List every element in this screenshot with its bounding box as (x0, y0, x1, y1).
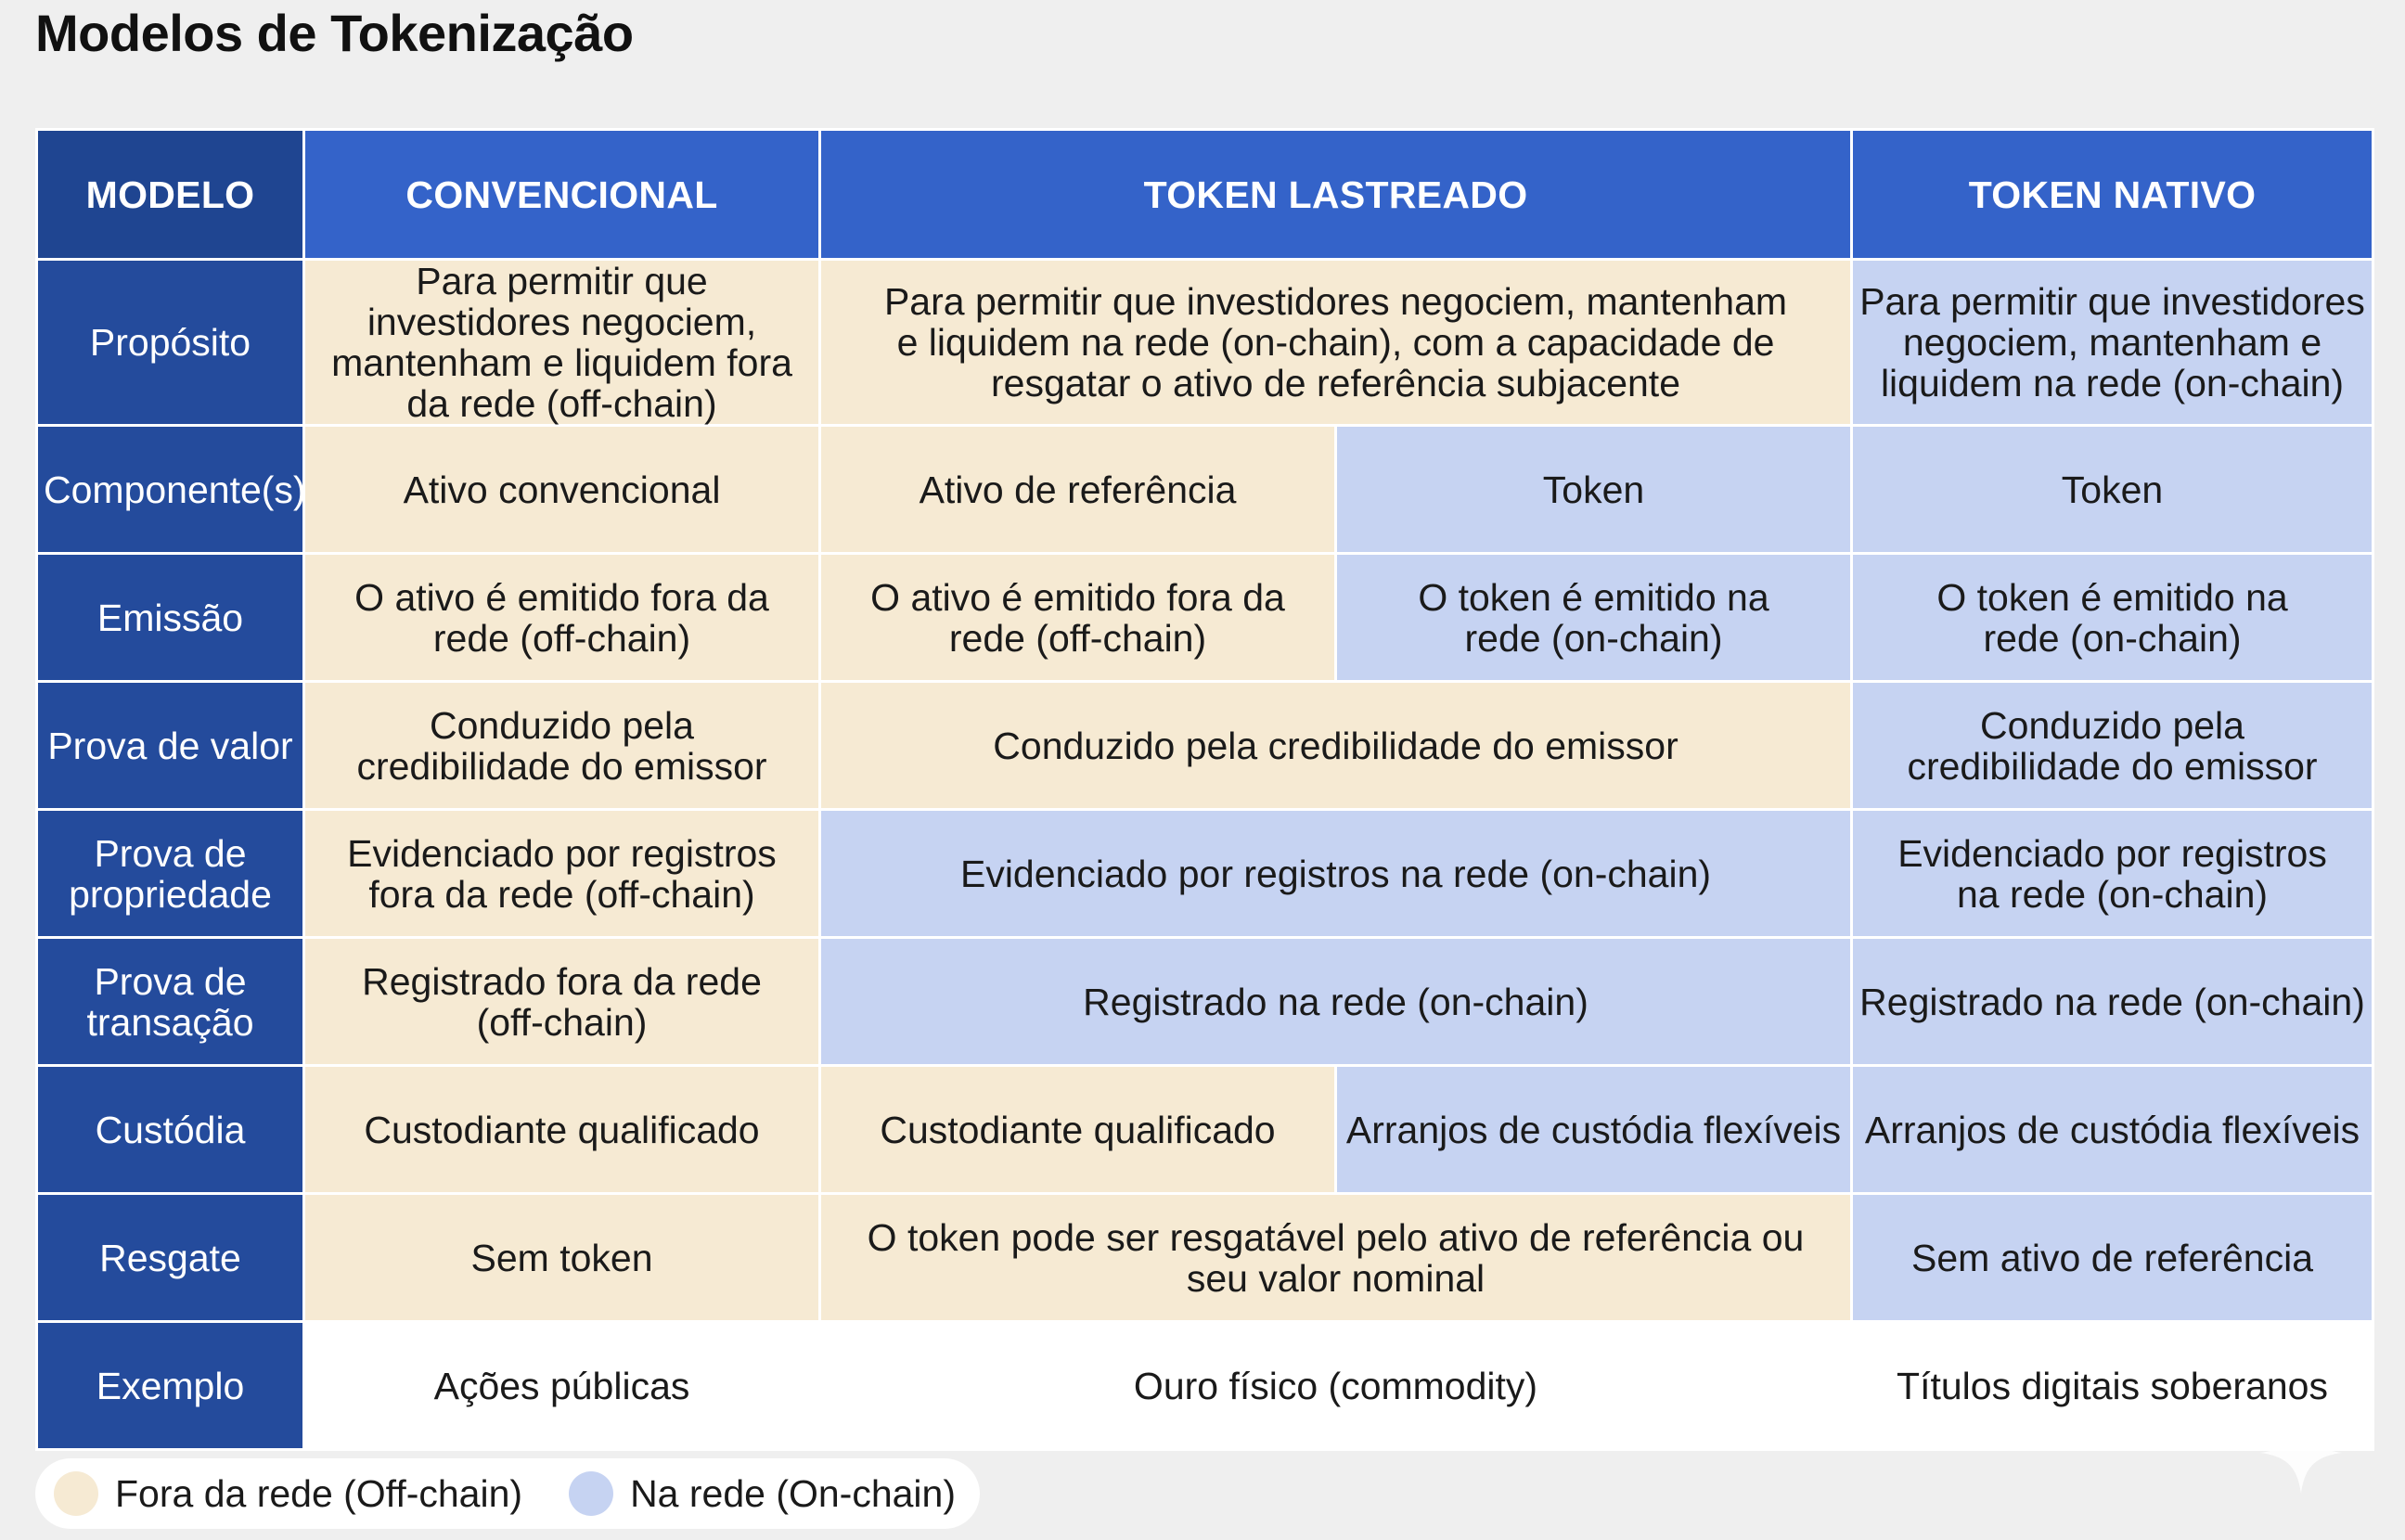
legend (35, 1458, 980, 1529)
cell-custodia-conventional: Custodiante qualificado (304, 1066, 820, 1194)
table-row (37, 426, 2373, 554)
cell-prova-transacao-native: Registrado na rede (on-chain) (1852, 938, 2373, 1066)
header-row (37, 130, 2373, 260)
row-header-prova-valor: Prova de valor (37, 682, 304, 810)
cell-custodia-native: Arranjos de custódia flexíveis (1852, 1066, 2373, 1194)
cell-componentes-native: Token (1852, 426, 2373, 554)
cell-emissao-backed-off: O ativo é emitido fora da rede (off-chain) (820, 554, 1336, 682)
row-header-emissao: Emissão (37, 554, 304, 682)
cell-prova-propriedade-backed: Evidenciado por registros na rede (on-chain) (820, 810, 1852, 938)
table-row (37, 810, 2373, 938)
cell-emissao-native: O token é emitido na rede (on-chain) (1852, 554, 2373, 682)
row-header-proposito: Propósito (37, 260, 304, 426)
cell-custodia-backed-off: Custodiante qualificado (820, 1066, 1336, 1194)
legend-label-on-chain: Na rede (On-chain) (630, 1471, 956, 1515)
table-row (37, 1194, 2373, 1322)
header-conventional: CONVENCIONAL (304, 130, 820, 260)
cell-proposito-backed: Para permitir que investidores negociem, mantenham e liquidem na rede (on-chain), com a capacidade de resgatar o ativo de referência subjacente (820, 260, 1852, 426)
legend-item-off-chain (54, 1471, 522, 1516)
header-backed-token: TOKEN LASTREADO (820, 130, 1852, 260)
cell-prova-propriedade-native: Evidenciado por registros na rede (on-chain) (1852, 810, 2373, 938)
page-title: Modelos de Tokenização (35, 4, 634, 62)
cell-prova-transacao-backed: Registrado na rede (on-chain) (820, 938, 1852, 1066)
cell-prova-valor-native: Conduzido pela credibilidade do emissor (1852, 682, 2373, 810)
table-row (37, 938, 2373, 1066)
legend-item-on-chain (569, 1471, 956, 1516)
header-native-token: TOKEN NATIVO (1852, 130, 2373, 260)
on-chain-swatch-icon (569, 1471, 613, 1516)
cell-resgate-native: Sem ativo de referência (1852, 1194, 2373, 1322)
header-model: MODELO (37, 130, 304, 260)
cell-exemplo-native: Títulos digitais soberanos (1852, 1322, 2373, 1450)
cell-emissao-conventional: O ativo é emitido fora da rede (off-chain) (304, 554, 820, 682)
cell-prova-valor-backed: Conduzido pela credibilidade do emissor (820, 682, 1852, 810)
cell-resgate-conventional: Sem token (304, 1194, 820, 1322)
table-row (37, 260, 2373, 426)
cell-exemplo-conventional: Ações públicas (304, 1322, 820, 1450)
row-header-custodia: Custódia (37, 1066, 304, 1194)
cell-componentes-conventional: Ativo convencional (304, 426, 820, 554)
cell-prova-valor-conventional: Conduzido pela credibilidade do emissor (304, 682, 820, 810)
row-header-prova-propriedade: Prova de propriedade (37, 810, 304, 938)
cell-componentes-backed-on: Token (1336, 426, 1852, 554)
table-row (37, 1322, 2373, 1450)
tokenization-models-table (35, 128, 2374, 1451)
cell-exemplo-backed: Ouro físico (commodity) (820, 1322, 1852, 1450)
cell-prova-transacao-conventional: Registrado fora da rede (off-chain) (304, 938, 820, 1066)
sparkle-icon (2257, 1408, 2346, 1497)
row-header-componentes: Componente(s) (37, 426, 304, 554)
cell-emissao-backed-on: O token é emitido na rede (on-chain) (1336, 554, 1852, 682)
cell-proposito-native: Para permitir que investidores negociem, mantenham e liquidem na rede (on-chain) (1852, 260, 2373, 426)
legend-label-off-chain: Fora da rede (Off-chain) (115, 1471, 523, 1515)
table-row (37, 1066, 2373, 1194)
cell-componentes-backed-off: Ativo de referência (820, 426, 1336, 554)
row-header-exemplo: Exemplo (37, 1322, 304, 1450)
cell-resgate-backed: O token pode ser resgatável pelo ativo de referência ou seu valor nominal (820, 1194, 1852, 1322)
cell-proposito-conventional: Para permitir que investidores negociem, mantenham e liquidem fora da rede (off-chain) (304, 260, 820, 426)
table-row (37, 682, 2373, 810)
off-chain-swatch-icon (54, 1471, 98, 1516)
row-header-prova-transacao: Prova de transação (37, 938, 304, 1066)
table-row (37, 554, 2373, 682)
row-header-resgate: Resgate (37, 1194, 304, 1322)
cell-custodia-backed-on: Arranjos de custódia flexíveis (1336, 1066, 1852, 1194)
cell-prova-propriedade-conventional: Evidenciado por registros fora da rede (off-chain) (304, 810, 820, 938)
